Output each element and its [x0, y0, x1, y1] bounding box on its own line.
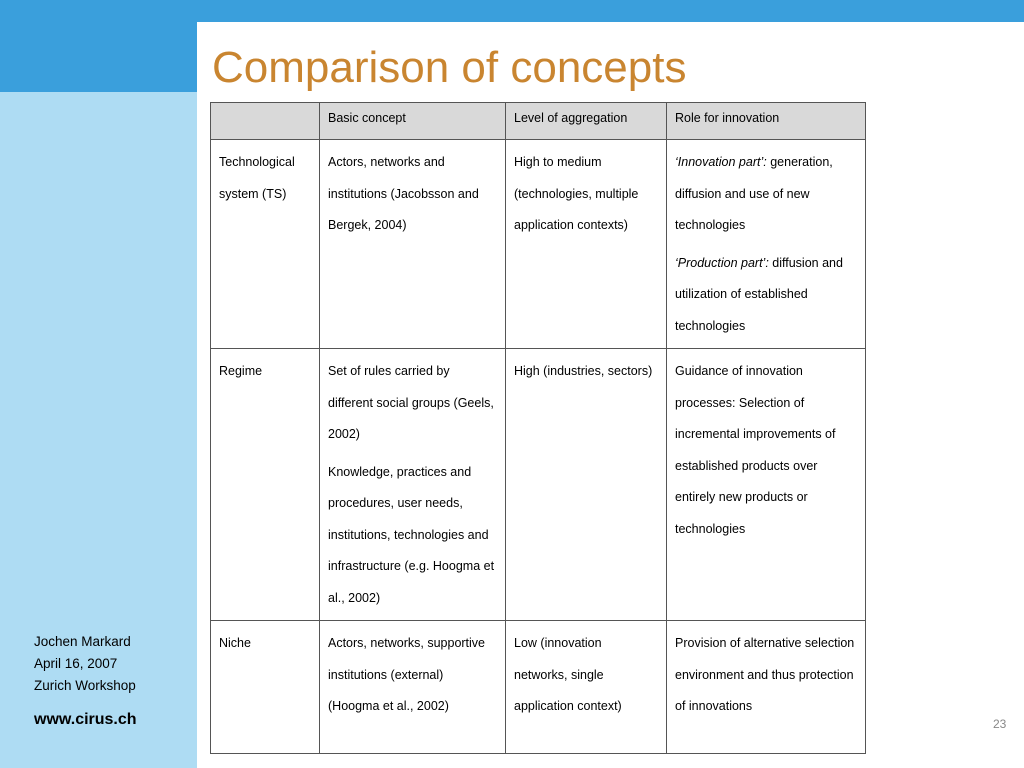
header-basic-concept: Basic concept — [320, 103, 506, 140]
page-number: 23 — [993, 717, 1007, 731]
footer-author: Jochen Markard — [34, 634, 131, 649]
table-row-niche — [211, 621, 866, 754]
comparison-table — [210, 102, 866, 754]
cell-ts-role — [667, 140, 866, 349]
footer-info — [34, 631, 136, 697]
ts-role-innovation-text: generation, diffusion and use of new technologies — [675, 155, 833, 232]
ts-role-production-text: diffusion and utilization of established technologies — [675, 255, 843, 333]
cell-ts-basic-concept: Actors, networks and institutions (Jacobsson and Bergek, 2004) — [320, 140, 506, 349]
cell-ts-level: High to medium (technologies, multiple application contexts) — [506, 140, 667, 349]
website-link[interactable]: www.cirus.ch — [34, 711, 137, 728]
ts-role-production-lead: ‘Production part’: — [675, 255, 769, 270]
table-row-regime — [211, 349, 866, 621]
header-cell-empty — [211, 103, 320, 140]
regime-concept-knowledge: Knowledge, practices and procedures, user needs, institutions, technologies and infrastructure (e.g. Hoogma et al., 2002) — [328, 464, 495, 605]
cell-regime-basic-concept — [320, 349, 506, 621]
ts-role-innovation-part — [675, 147, 857, 242]
row-label-regime: Regime — [211, 349, 320, 621]
row-label-niche: Niche — [211, 621, 320, 754]
cell-regime-role: Guidance of innovation processes: Selection of incremental improvements of established products over entirely new products or technologies — [667, 349, 866, 621]
cell-regime-level: High (industries, sectors) — [506, 349, 667, 621]
ts-role-innovation-lead: ‘Innovation part’: — [675, 155, 767, 169]
cell-niche-basic-concept: Actors, networks, supportive institutions (external) (Hoogma et al., 2002) — [320, 621, 506, 754]
table-header-row — [211, 103, 866, 140]
table-row-technological-system — [211, 140, 866, 349]
cell-niche-role: Provision of alternative selection environment and thus protection of innovations — [667, 621, 866, 754]
slide-title: Comparison of concepts — [212, 43, 687, 92]
top-left-blue-block — [0, 0, 197, 92]
footer-event: Zurich Workshop — [34, 678, 136, 693]
header-role-for-innovation: Role for innovation — [667, 103, 866, 140]
cell-niche-level: Low (innovation networks, single application context) — [506, 621, 667, 754]
row-label-ts: Technological system (TS) — [211, 140, 320, 349]
regime-concept-rules: Set of rules carried by different social groups (Geels, 2002) — [328, 364, 494, 441]
footer-date: April 16, 2007 — [34, 656, 118, 671]
ts-role-production-part — [675, 248, 857, 343]
header-level-of-aggregation: Level of aggregation — [506, 103, 667, 140]
